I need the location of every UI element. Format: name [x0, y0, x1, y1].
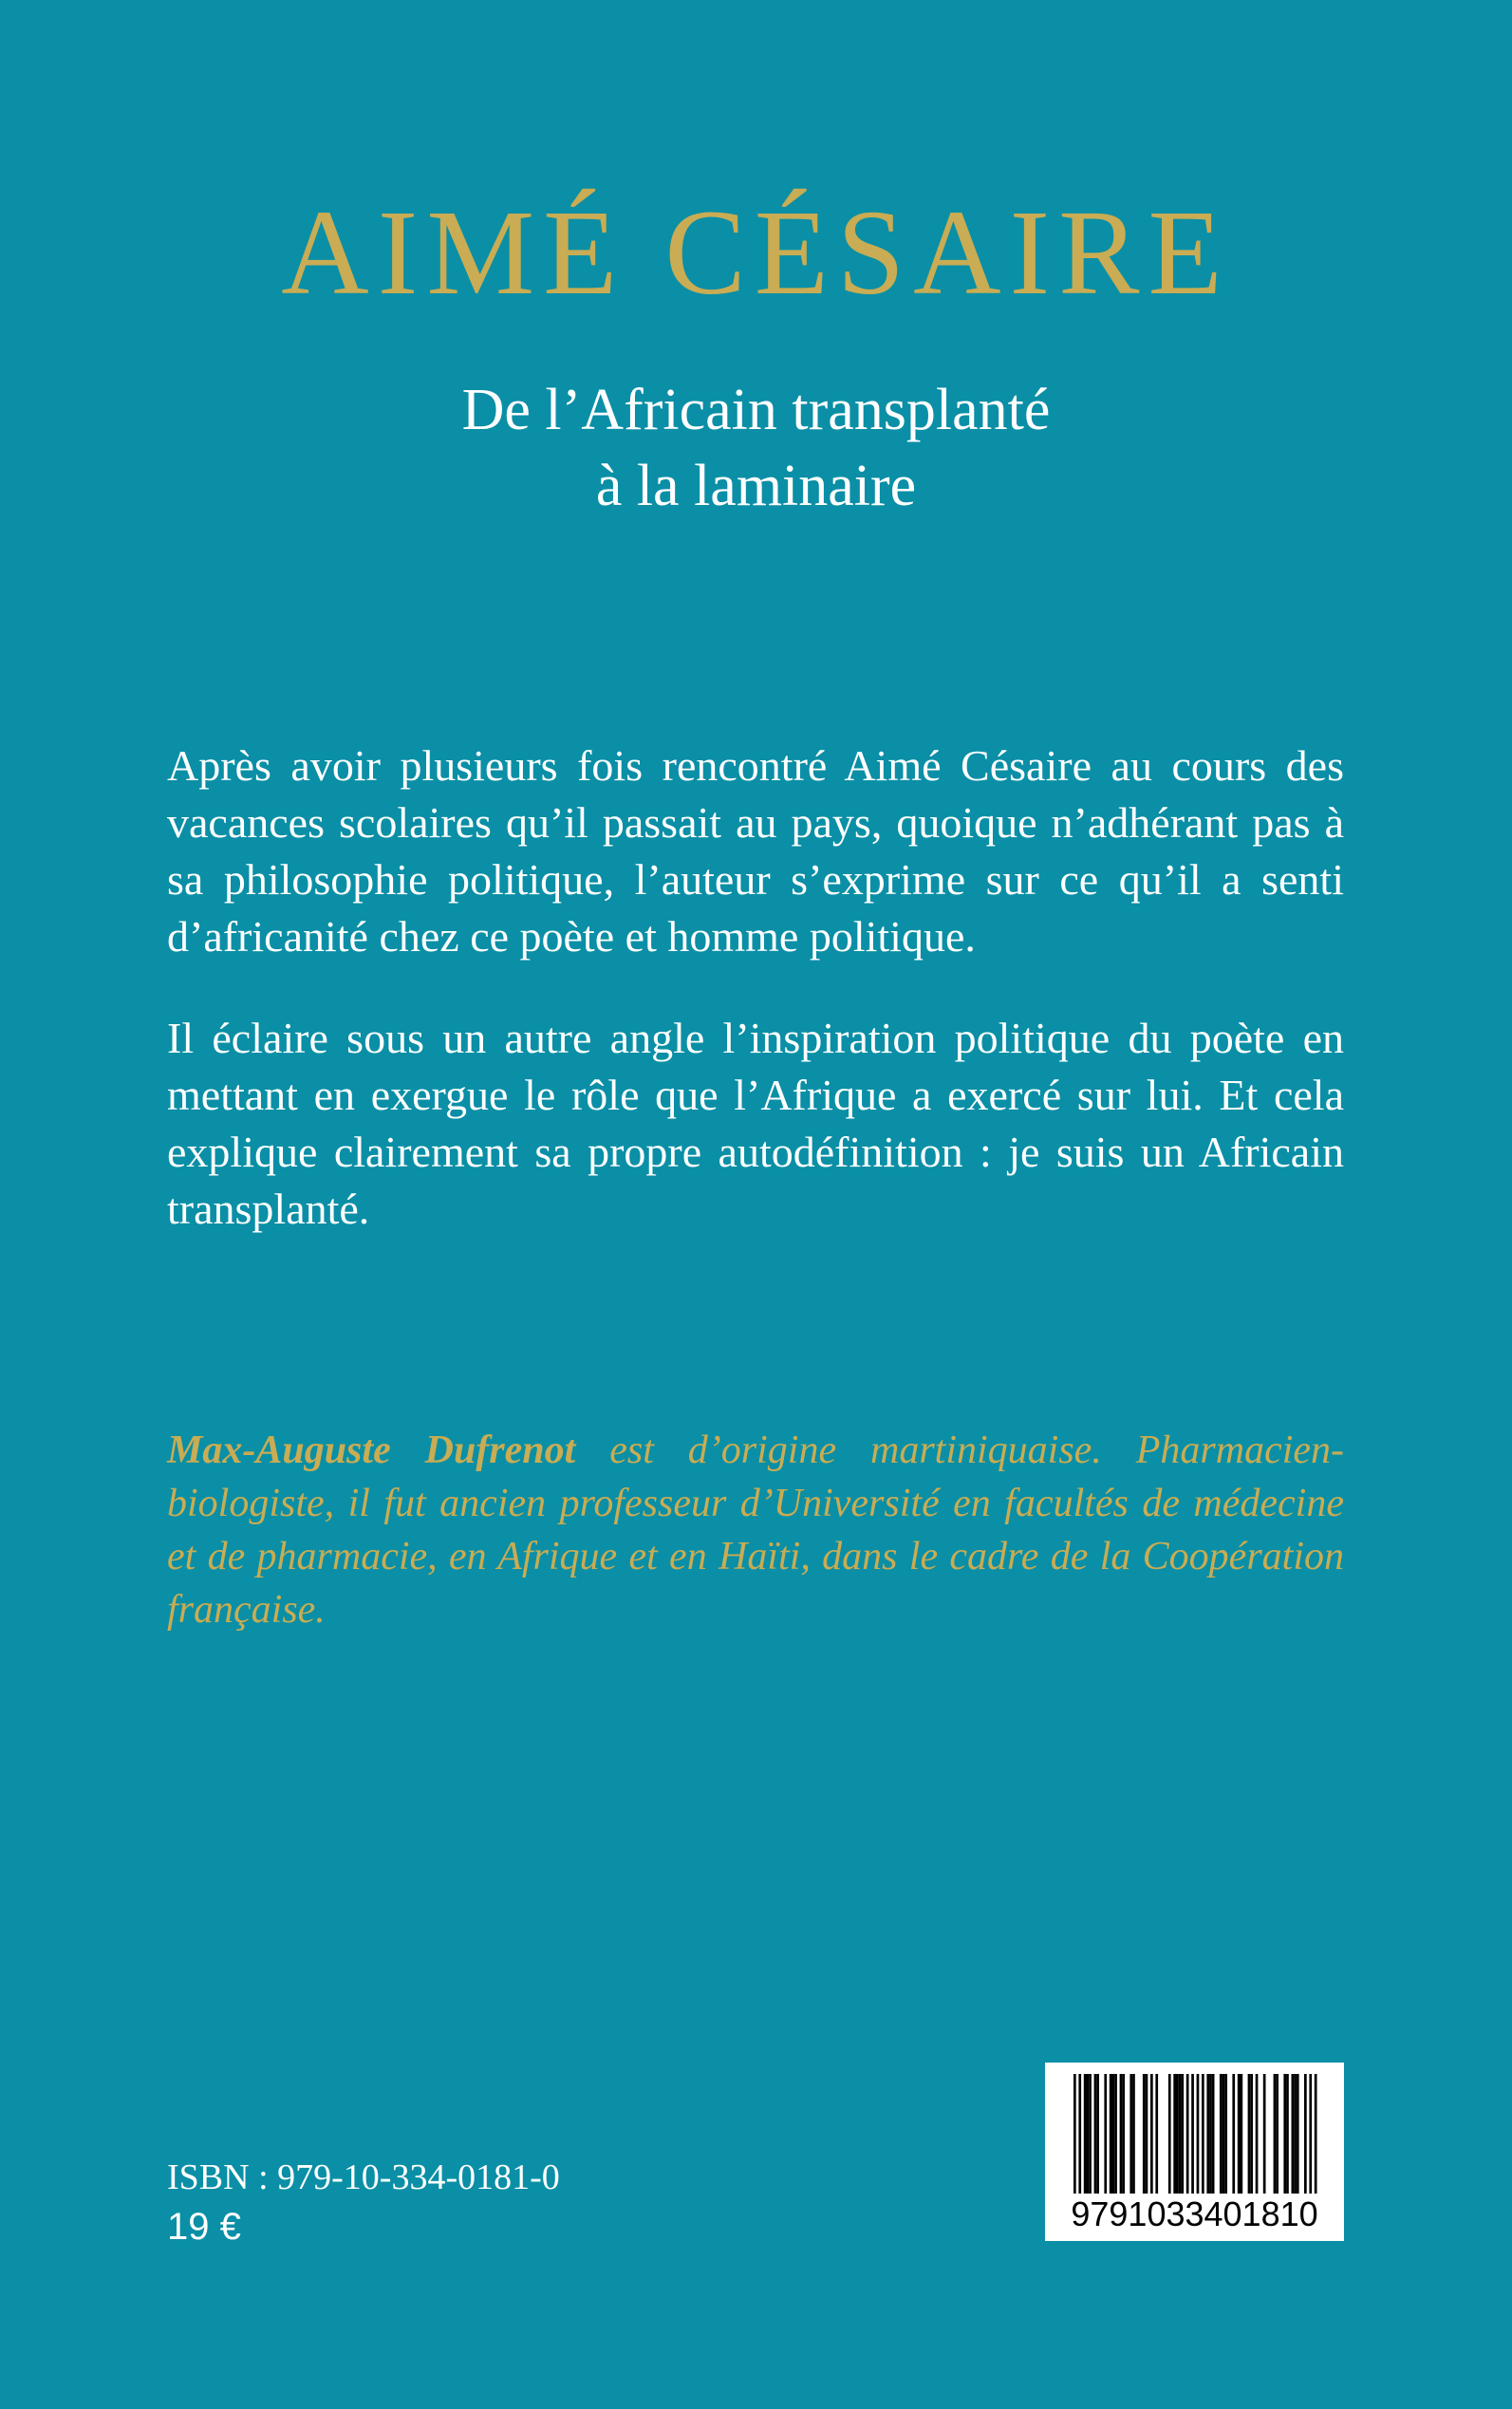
barcode-bar: [1089, 2074, 1092, 2194]
barcode-bar: [1283, 2074, 1286, 2194]
barcode-bar: [1096, 2074, 1099, 2194]
barcode-bar: [1304, 2074, 1307, 2194]
barcode-bar: [1309, 2074, 1312, 2194]
book-title: AIMÉ CÉSAIRE: [281, 185, 1231, 320]
barcode-bar: [1292, 2074, 1295, 2194]
barcode-bar: [1238, 2074, 1241, 2194]
barcode-bar: [1073, 2074, 1076, 2194]
barcode-bar: [1112, 2074, 1115, 2194]
barcode-bar: [1084, 2074, 1087, 2194]
barcode-bar: [1232, 2074, 1235, 2194]
barcode-bar: [1263, 2074, 1266, 2194]
summary-paragraph-2: Il éclaire sous un autre angle l’inspiration politique du poète en mettant en exergue le rôle que l’Afrique a exercé sur lui. Et cela explique clairement sa propre autodéfinition : je suis un Africain transplanté.: [167, 1014, 1344, 1233]
barcode-bar: [1146, 2074, 1148, 2194]
barcode-bar: [1176, 2074, 1179, 2194]
barcode-bar: [1297, 2074, 1299, 2194]
author-bio: [167, 1424, 1344, 1636]
barcode-bar: [1181, 2074, 1184, 2194]
barcode-bar: [1248, 2074, 1251, 2194]
subtitle-line-1: De l’Africain transplanté: [461, 378, 1051, 442]
barcode: [1045, 2063, 1344, 2241]
barcode-bar: [1132, 2074, 1135, 2194]
barcode-bar: [1114, 2074, 1117, 2194]
barcode-bar: [1250, 2074, 1253, 2194]
barcode-bar: [1294, 2074, 1297, 2194]
barcode-bar: [1209, 2074, 1212, 2194]
barcode-bar: [1129, 2074, 1132, 2194]
barcode-bar: [1078, 2074, 1081, 2194]
barcode-bar: [1150, 2074, 1153, 2194]
barcode-bar: [1191, 2074, 1194, 2194]
book-subtitle: [0, 372, 1512, 524]
barcode-bar: [1276, 2074, 1279, 2194]
barcode-bar: [1206, 2074, 1209, 2194]
subtitle-line-2: à la laminaire: [595, 454, 917, 518]
barcode-bar: [1087, 2074, 1090, 2194]
barcode-bar: [1202, 2074, 1204, 2194]
barcode-bar: [1104, 2074, 1107, 2194]
barcode-bar: [1173, 2074, 1176, 2194]
barcode-bar: [1274, 2074, 1277, 2194]
summary-paragraph-1: Après avoir plusieurs fois rencontré Aimé Césaire au cours des vacances scolaires qu’il passait au pays, quoique n’adhérant pas à sa philosophie politique, l’auteur s’exprime sur ce qu’il a senti d’africanité chez ce poète et homme politique.: [167, 741, 1344, 961]
barcode-bar: [1256, 2074, 1259, 2194]
barcode-bar: [1143, 2074, 1146, 2194]
barcode-bar: [1155, 2074, 1158, 2194]
barcode-bar: [1120, 2074, 1123, 2194]
barcode-bar: [1186, 2074, 1189, 2194]
barcode-bar: [1212, 2074, 1215, 2194]
barcode-bar: [1220, 2074, 1223, 2194]
author-name: Max-Auguste Dufrenot: [167, 1429, 576, 1472]
barcode-bar: [1110, 2074, 1112, 2194]
barcode-bar: [1241, 2074, 1243, 2194]
barcode-bar: [1197, 2074, 1200, 2194]
author-bio-text: est d’origine martiniquaise. Pharmacien-biologiste, il fut ancien professeur d’Université en facultés de médecine et de pharmacie, en Afrique et en Haïti, dans le cadre de la Coopération française.: [167, 1429, 1344, 1632]
barcode-bar: [1224, 2074, 1227, 2194]
barcode-bar: [1286, 2074, 1289, 2194]
barcode-bar: [1179, 2074, 1182, 2194]
barcode-bar: [1122, 2074, 1125, 2194]
price-label: 19 €: [167, 2206, 241, 2248]
barcode-bar: [1223, 2074, 1225, 2194]
barcode-bar: [1168, 2074, 1171, 2194]
isbn-label: ISBN : 979-10-334-0181-0: [167, 2157, 560, 2197]
barcode-bar: [1315, 2074, 1317, 2194]
barcode-digits: 9791033401810: [1071, 2194, 1318, 2233]
barcode-bar: [1094, 2074, 1097, 2194]
